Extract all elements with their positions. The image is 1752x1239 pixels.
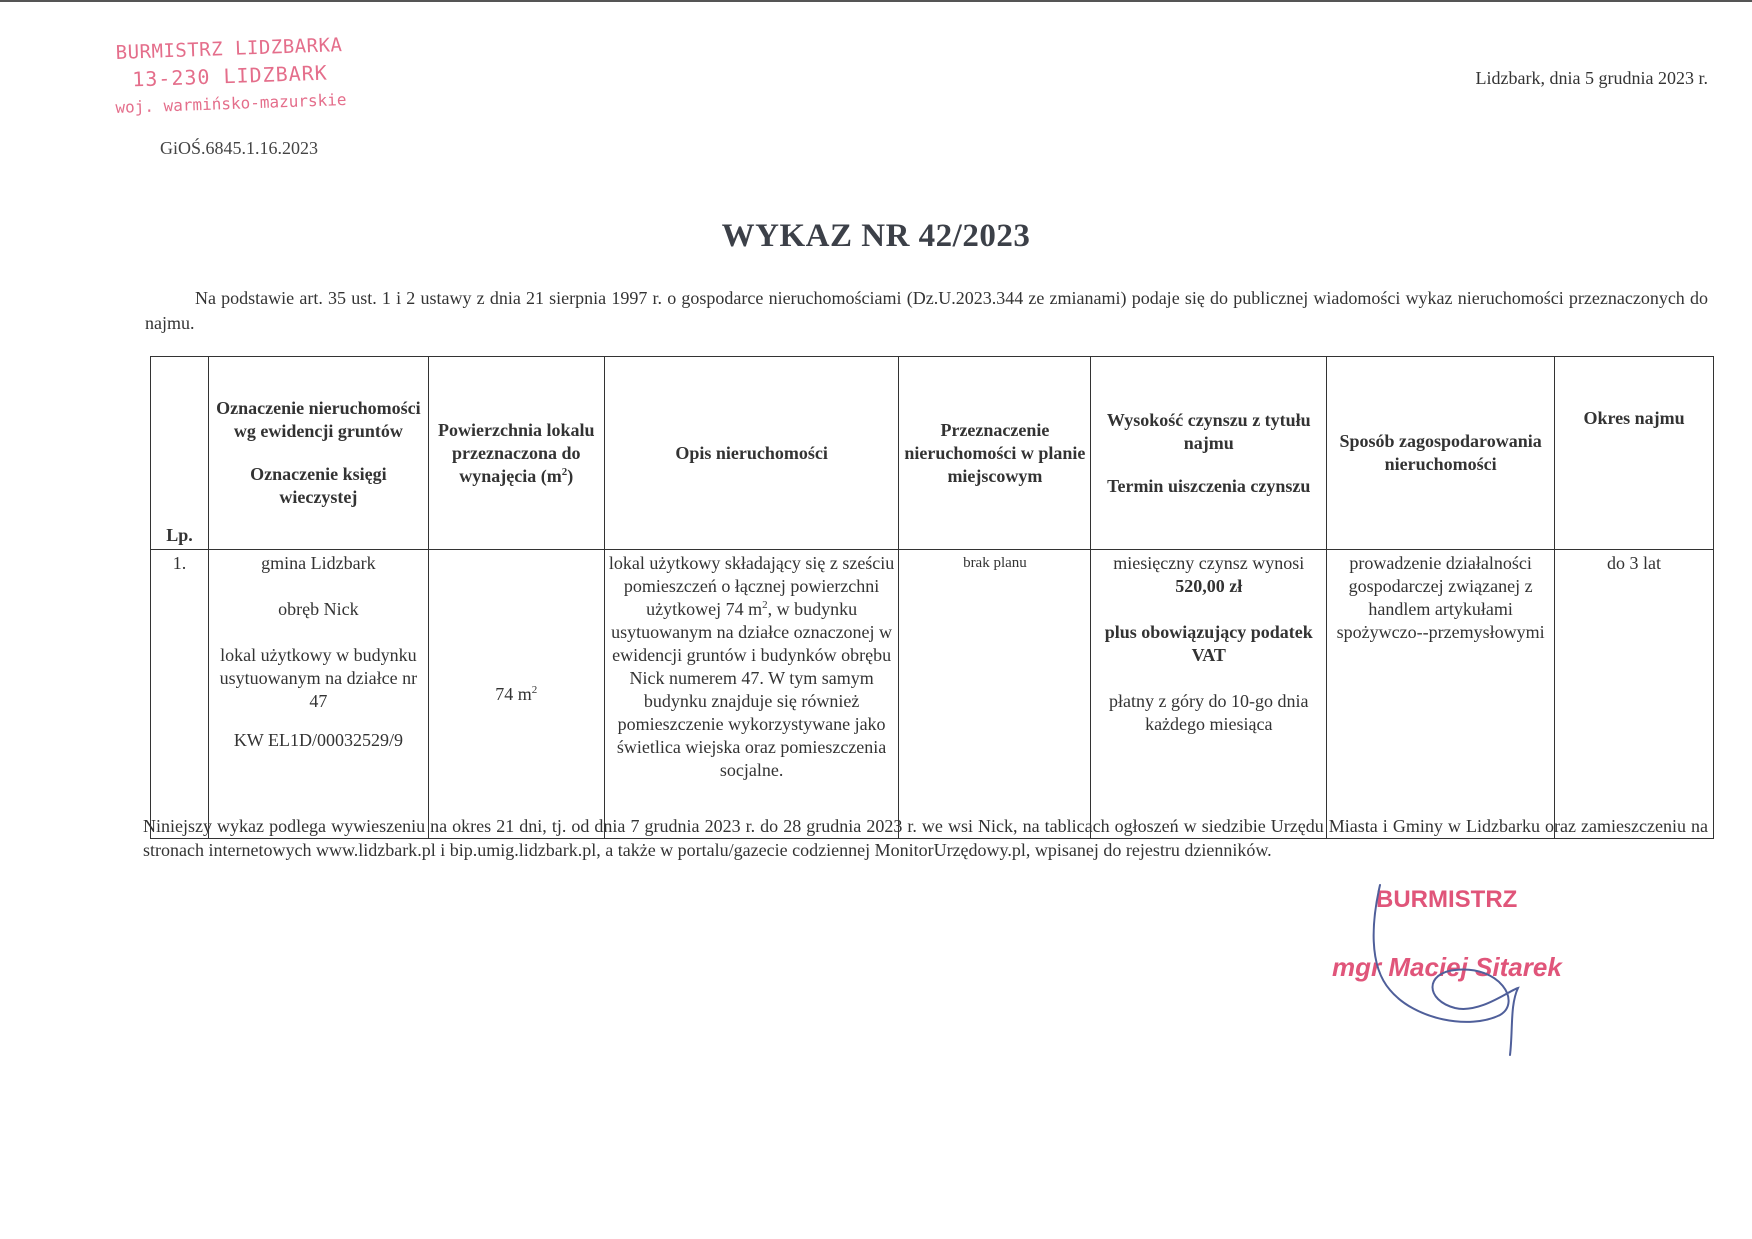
designation-obreb: obręb Nick xyxy=(278,599,359,619)
header-purpose: Przeznaczenie nieruchomości w planie miejscowym xyxy=(899,357,1091,550)
reference-number: GiOŚ.6845.1.16.2023 xyxy=(160,138,319,158)
cell-designation xyxy=(208,550,428,839)
office-stamp xyxy=(89,31,372,122)
property-table xyxy=(150,356,1714,839)
header-period: Okres najmu xyxy=(1555,357,1714,550)
designation-kw: KW EL1D/00032529/9 xyxy=(233,730,403,750)
rent-vat: plus obowiązujący podatek VAT xyxy=(1104,622,1313,665)
area-value: 74 m xyxy=(495,683,532,704)
cell-period: do 3 lat xyxy=(1555,550,1714,839)
header-designation-text: Oznaczenie nieruchomości wg ewidencji gruntów xyxy=(216,398,421,441)
footer-paragraph: Niniejszy wykaz podlega wywieszeniu na okres 21 dni, tj. od dnia 7 grudnia 2023 r. do 28 grudnia 2023 r. we wsi Nick, na tablicach ogłoszeń w siedzibie Urzędu Miasta i Gminy w Lidzbarku oraz zamieszczeniu na stronach internetowych www.lidzbark.pl i bip.umig.lidzbark.pl, a także w portalu/gazecie codziennej MonitorUrzędowy.pl, wpisanej do rejestru dzienników. xyxy=(143,816,1708,860)
document-date: Lidzbark, dnia 5 grudnia 2023 r. xyxy=(1475,68,1708,88)
header-lp: Lp. xyxy=(151,357,209,550)
handwritten-signature xyxy=(1370,880,1530,1060)
header-land-register: Oznaczenie księgi wieczystej xyxy=(250,464,387,507)
rent-amount: 520,00 zł xyxy=(1175,576,1243,596)
stamp-line-3: woj. warmińsko-mazurskie xyxy=(115,89,347,118)
signature-name: mgr Maciej Sitarek xyxy=(1332,952,1562,982)
header-area-close: ) xyxy=(567,465,574,486)
cell-description xyxy=(604,550,899,839)
rent-text: miesięczny czynsz wynosi xyxy=(1113,553,1305,573)
header-area-superscript: 2 xyxy=(561,465,568,478)
cell-use: prowadzenie działalności gospodarczej związanej z handlem artykułami spożywczo--przemysłowymi xyxy=(1327,550,1555,839)
cell-rent xyxy=(1091,550,1327,839)
cell-lp: 1. xyxy=(151,550,209,839)
header-description: Opis nieruchomości xyxy=(604,357,899,550)
header-payment-term: Termin uiszczenia czynszu xyxy=(1107,475,1311,496)
stamp-line-1: BURMISTRZ LIDZBARKA xyxy=(115,34,343,64)
header-designation xyxy=(208,357,428,550)
area-superscript: 2 xyxy=(531,683,538,696)
description-text-a: lokal użytkowy składający się z sześciu pomieszczeń o łącznej powierzchni użytkowej 74 m xyxy=(608,553,895,619)
header-area-text: Powierzchnia lokalu przeznaczona do wynajęcia (m xyxy=(438,419,595,486)
description-superscript: 2 xyxy=(762,599,768,611)
header-rent-text: Wysokość czynszu z tytułu najmu xyxy=(1106,409,1311,453)
header-rent xyxy=(1091,357,1327,550)
header-area xyxy=(428,357,604,550)
cell-area xyxy=(428,550,604,839)
payment-term: płatny z góry do 10-go dnia każdego miesiąca xyxy=(1109,691,1309,734)
stamp-line-2: 13-230 LIDZBARK xyxy=(131,60,329,92)
description-text-b: , w budynku usytuowanym na działce oznaczonej w ewidencji gruntów i budynków obrębu Nick numerem 47. W tym samym budynku znajduje się również pomieszczenie wykorzystywane jako świetlica wiejska oraz pomieszczenia socjalne. xyxy=(611,599,893,780)
table-header-row xyxy=(151,357,1714,550)
signature-title: BURMISTRZ xyxy=(1376,886,1518,913)
top-border-line xyxy=(0,0,1752,2)
header-use: Sposób zagospodarowania nieruchomości xyxy=(1327,357,1555,550)
cell-purpose: brak planu xyxy=(899,550,1091,839)
table-row xyxy=(151,550,1714,839)
document-title: WYKAZ NR 42/2023 xyxy=(721,218,1031,254)
designation-lokal: lokal użytkowy w budynku usytuowanym na działce nr 47 xyxy=(219,645,418,711)
intro-paragraph: Na podstawie art. 35 ust. 1 i 2 ustawy z dnia 21 sierpnia 1997 r. o gospodarce nieruchomościami (Dz.U.2023.344 ze zmianami) podaje się do publicznej wiadomości wykaz nieruchomości przeznaczonych do najmu. xyxy=(145,288,1708,333)
designation-gmina: gmina Lidzbark xyxy=(261,553,376,573)
